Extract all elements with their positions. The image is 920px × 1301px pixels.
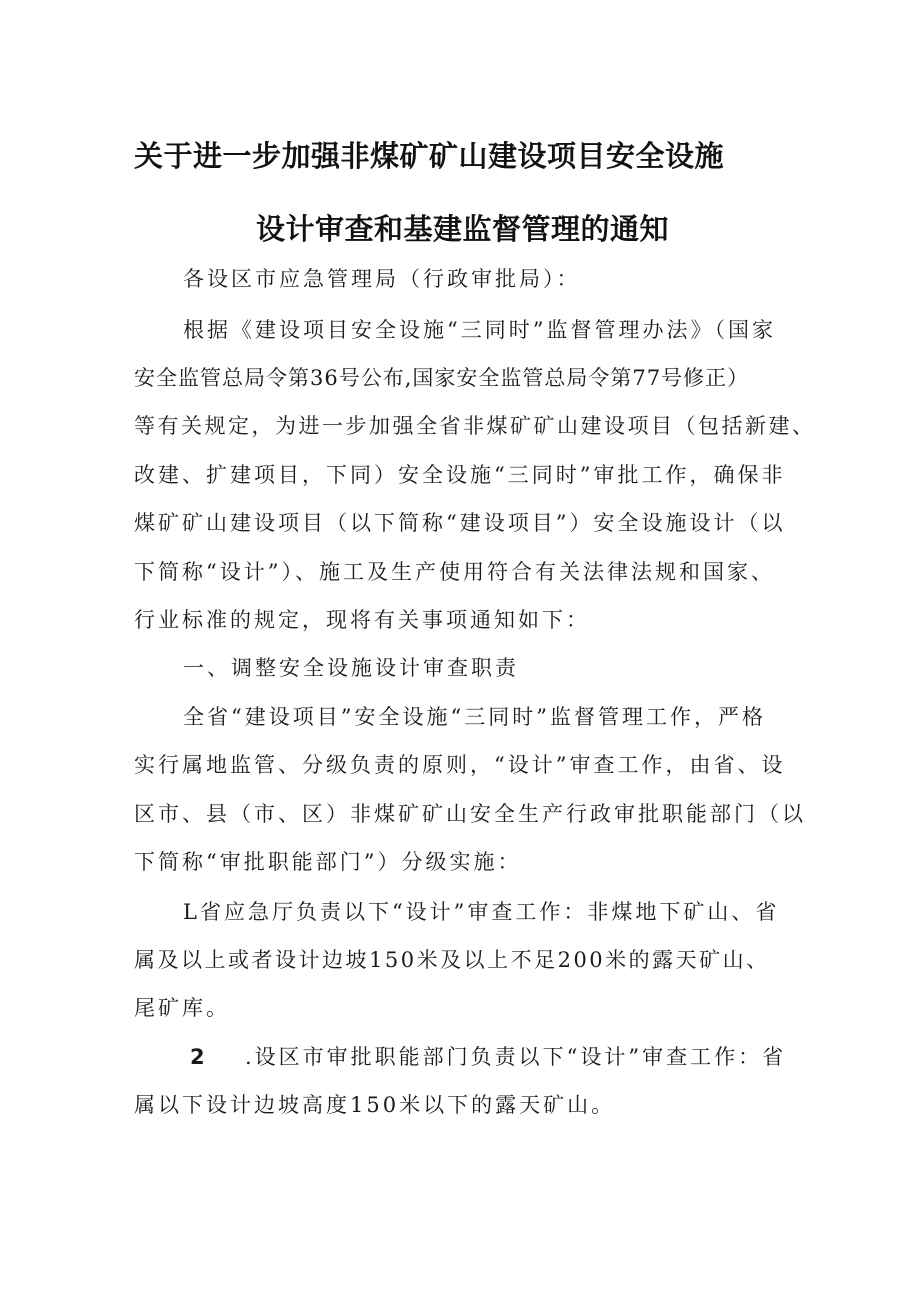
paragraph-1-line: 等有关规定，为进一步加强全省非煤矿矿山建设项目（包括新建、: [134, 414, 816, 438]
section-1-heading: 一、调整安全设施设计审查职责: [183, 656, 519, 680]
document-title-line-2: 设计审查和基建监督管理的通知: [256, 212, 670, 246]
paragraph-1-line: 改建、扩建项目，下同）安全设施“三同时”审批工作，确保非: [134, 463, 786, 487]
item-2-line: 属以下设计边坡高度150米以下的露天矿山。: [134, 1093, 616, 1117]
paragraph-1-line: 下简称“设计”）、施工及生产使用符合有关法律法规和国家、: [134, 560, 775, 584]
addressee: 各设区市应急管理局（行政审批局）：: [183, 267, 581, 291]
paragraph-2-line: 区市、县（市、区）非煤矿矿山安全生产行政审批职能部门（以: [134, 802, 806, 826]
paragraph-2-line: 全省“建设项目”安全设施“三同时”监督管理工作，严格: [183, 705, 766, 729]
paragraph-1-line: 根据《建设项目安全设施“三同时”监督管理办法》（国家: [183, 318, 776, 342]
paragraph-2-line: 实行属地监管、分级负责的原则，“设计”审查工作，由省、设: [134, 753, 786, 777]
item-1-line: 尾矿库。: [134, 996, 230, 1020]
paragraph-1-line: 安全监管总局令第36号公布,国家安全监管总局令第77号修正）: [134, 366, 750, 390]
paragraph-1-line: 煤矿矿山建设项目（以下简称“建设项目”）安全设施设计（以: [134, 511, 786, 535]
paragraph-1-line: 行业标准的规定，现将有关事项通知如下：: [134, 608, 590, 632]
item-1-line: L省应急厅负责以下“设计”审查工作：非煤地下矿山、省: [183, 900, 780, 924]
paragraph-2-line: 下简称“审批职能部门”）分级实施：: [134, 850, 522, 874]
item-2-line: .设区市审批职能部门负责以下“设计”审查工作：省: [245, 1045, 787, 1069]
item-1-line: 属及以上或者设计边坡150米及以上不足200米的露天矿山、: [134, 948, 770, 972]
document-title-line-1: 关于进一步加强非煤矿矿山建设项目安全设施: [134, 139, 725, 173]
item-2-number: 2: [190, 1045, 205, 1069]
